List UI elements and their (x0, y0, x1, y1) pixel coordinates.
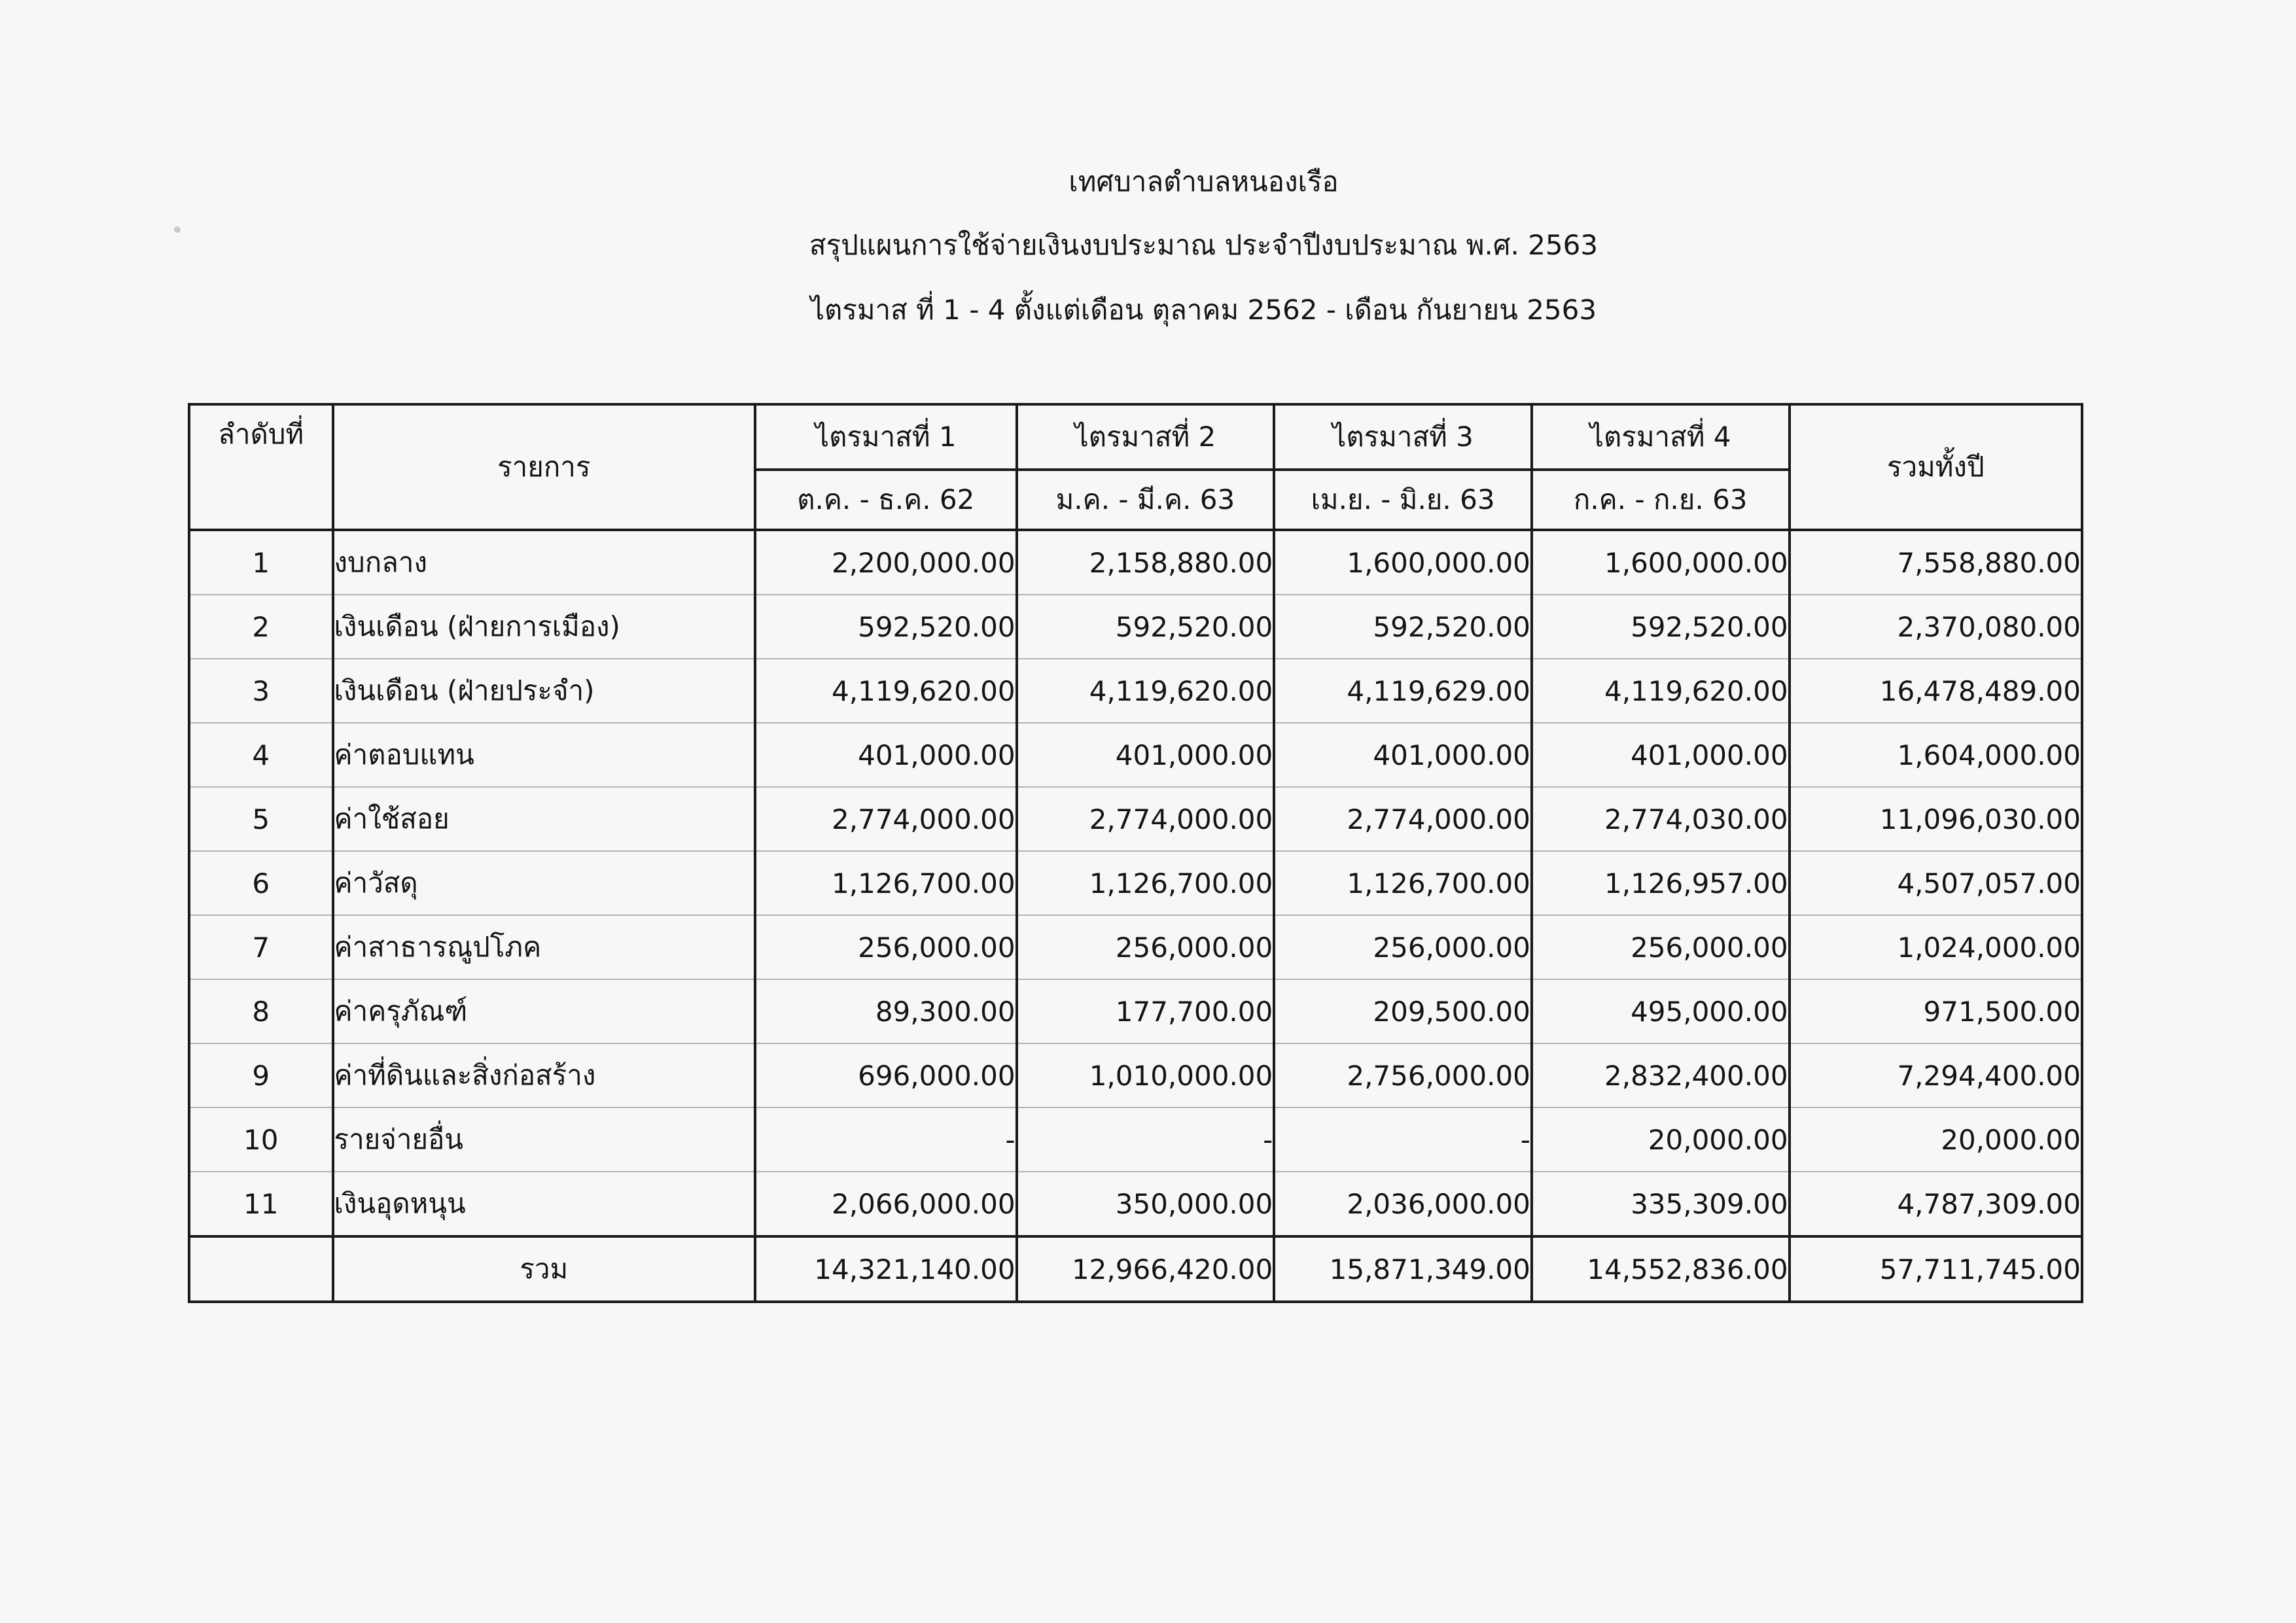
row-q3: 256,000.00 (1274, 915, 1532, 979)
row-q4: 401,000.00 (1532, 723, 1790, 787)
row-index: 10 (189, 1108, 333, 1172)
row-index: 8 (189, 979, 333, 1043)
row-q3: 592,520.00 (1274, 595, 1532, 659)
row-index: 4 (189, 723, 333, 787)
header-quarter-3: ไตรมาสที่ 3 (1274, 404, 1532, 470)
row-q3: - (1274, 1108, 1532, 1172)
table-row (189, 723, 2082, 787)
row-item: เงินเดือน (ฝ่ายการเมือง) (333, 595, 755, 659)
document-subtitle: ไตรมาส ที่ 1 - 4 ตั้งแต่เดือน ตุลาคม 2562 - เดือน กันยายน 2563 (810, 294, 1597, 326)
row-item: รายจ่ายอื่น (333, 1108, 755, 1172)
row-index: 7 (189, 915, 333, 979)
row-q4: 1,600,000.00 (1532, 530, 1790, 595)
table-footer (189, 1236, 2082, 1302)
row-total: 971,500.00 (1790, 979, 2082, 1043)
footer-grand-total: 57,711,745.00 (1790, 1236, 2082, 1302)
row-total: 2,370,080.00 (1790, 595, 2082, 659)
table-row (189, 595, 2082, 659)
row-q4: 4,119,620.00 (1532, 659, 1790, 723)
table-body (189, 530, 2082, 1236)
row-index: 11 (189, 1172, 333, 1236)
row-total: 16,478,489.00 (1790, 659, 2082, 723)
row-q1: 401,000.00 (755, 723, 1017, 787)
header-total: รวมทั้งปี (1790, 404, 2082, 530)
row-q4: 2,832,400.00 (1532, 1043, 1790, 1108)
row-q1: 2,200,000.00 (755, 530, 1017, 595)
header-quarter-2: ไตรมาสที่ 2 (1017, 404, 1275, 470)
table-row (189, 530, 2082, 595)
footer-q1: 14,321,140.00 (755, 1236, 1017, 1302)
footer-q2: 12,966,420.00 (1017, 1236, 1275, 1302)
row-index: 3 (189, 659, 333, 723)
row-q3: 209,500.00 (1274, 979, 1532, 1043)
table-row (189, 1108, 2082, 1172)
footer-q3: 15,871,349.00 (1274, 1236, 1532, 1302)
row-total: 20,000.00 (1790, 1108, 2082, 1172)
row-q3: 4,119,629.00 (1274, 659, 1532, 723)
row-q1: 696,000.00 (755, 1043, 1017, 1108)
row-q4: 1,126,957.00 (1532, 851, 1790, 915)
footer-total-label: รวม (333, 1236, 755, 1302)
header-months-1: ต.ค. - ธ.ค. 62 (755, 470, 1017, 530)
table-row (189, 659, 2082, 723)
row-q2: 592,520.00 (1017, 595, 1275, 659)
footer-q4: 14,552,836.00 (1532, 1236, 1790, 1302)
row-q4: 495,000.00 (1532, 979, 1790, 1043)
row-item: ค่าสาธารณูปโภค (333, 915, 755, 979)
row-index: 1 (189, 530, 333, 595)
row-total: 7,558,880.00 (1790, 530, 2082, 595)
row-item: เงินอุดหนุน (333, 1172, 755, 1236)
row-index: 5 (189, 787, 333, 851)
header-index: ลำดับที่ (189, 404, 333, 530)
row-q1: 1,126,700.00 (755, 851, 1017, 915)
row-q3: 2,036,000.00 (1274, 1172, 1532, 1236)
row-q2: 1,126,700.00 (1017, 851, 1275, 915)
table-row (189, 851, 2082, 915)
row-total: 1,024,000.00 (1790, 915, 2082, 979)
row-q1: 256,000.00 (755, 915, 1017, 979)
row-q1: 2,066,000.00 (755, 1172, 1017, 1236)
document-title: สรุปแผนการใช้จ่ายเงินงบประมาณ ประจำปีงบประมาณ พ.ศ. 2563 (809, 229, 1598, 261)
row-total: 11,096,030.00 (1790, 787, 2082, 851)
row-q4: 20,000.00 (1532, 1108, 1790, 1172)
row-total: 4,507,057.00 (1790, 851, 2082, 915)
row-q3: 1,600,000.00 (1274, 530, 1532, 595)
row-q1: 89,300.00 (755, 979, 1017, 1043)
budget-table (188, 403, 2083, 1303)
row-q2: 177,700.00 (1017, 979, 1275, 1043)
row-total: 4,787,309.00 (1790, 1172, 2082, 1236)
row-item: ค่าใช้สอย (333, 787, 755, 851)
row-index: 2 (189, 595, 333, 659)
header-quarter-4: ไตรมาสที่ 4 (1532, 404, 1790, 470)
header-months-3: เม.ย. - มิ.ย. 63 (1274, 470, 1532, 530)
table-row (189, 915, 2082, 979)
row-q2: - (1017, 1108, 1275, 1172)
row-q1: 2,774,000.00 (755, 787, 1017, 851)
row-q3: 401,000.00 (1274, 723, 1532, 787)
row-item: ค่าที่ดินและสิ่งก่อสร้าง (333, 1043, 755, 1108)
table-header (189, 404, 2082, 530)
row-index: 6 (189, 851, 333, 915)
row-q3: 1,126,700.00 (1274, 851, 1532, 915)
table-row (189, 1043, 2082, 1108)
header-item: รายการ (333, 404, 755, 530)
row-q3: 2,756,000.00 (1274, 1043, 1532, 1108)
header-months-4: ก.ค. - ก.ย. 63 (1532, 470, 1790, 530)
table-row (189, 787, 2082, 851)
row-q2: 2,158,880.00 (1017, 530, 1275, 595)
row-q2: 256,000.00 (1017, 915, 1275, 979)
row-q2: 350,000.00 (1017, 1172, 1275, 1236)
row-q4: 2,774,030.00 (1532, 787, 1790, 851)
table-row (189, 979, 2082, 1043)
table-row (189, 1172, 2082, 1236)
row-q2: 2,774,000.00 (1017, 787, 1275, 851)
row-item: ค่าครุภัณฑ์ (333, 979, 755, 1043)
row-q1: - (755, 1108, 1017, 1172)
footer-blank (189, 1236, 333, 1302)
row-total: 1,604,000.00 (1790, 723, 2082, 787)
row-q4: 256,000.00 (1532, 915, 1790, 979)
row-index: 9 (189, 1043, 333, 1108)
organization-title: เทศบาลตำบลหนองเรือ (1069, 166, 1339, 198)
row-q3: 2,774,000.00 (1274, 787, 1532, 851)
row-q2: 401,000.00 (1017, 723, 1275, 787)
row-item: ค่าตอบแทน (333, 723, 755, 787)
row-q4: 592,520.00 (1532, 595, 1790, 659)
row-item: เงินเดือน (ฝ่ายประจำ) (333, 659, 755, 723)
row-q2: 1,010,000.00 (1017, 1043, 1275, 1108)
row-q4: 335,309.00 (1532, 1172, 1790, 1236)
row-item: งบกลาง (333, 530, 755, 595)
row-total: 7,294,400.00 (1790, 1043, 2082, 1108)
header-quarter-1: ไตรมาสที่ 1 (755, 404, 1017, 470)
header-months-2: ม.ค. - มี.ค. 63 (1017, 470, 1275, 530)
row-item: ค่าวัสดุ (333, 851, 755, 915)
row-q1: 4,119,620.00 (755, 659, 1017, 723)
row-q1: 592,520.00 (755, 595, 1017, 659)
row-q2: 4,119,620.00 (1017, 659, 1275, 723)
